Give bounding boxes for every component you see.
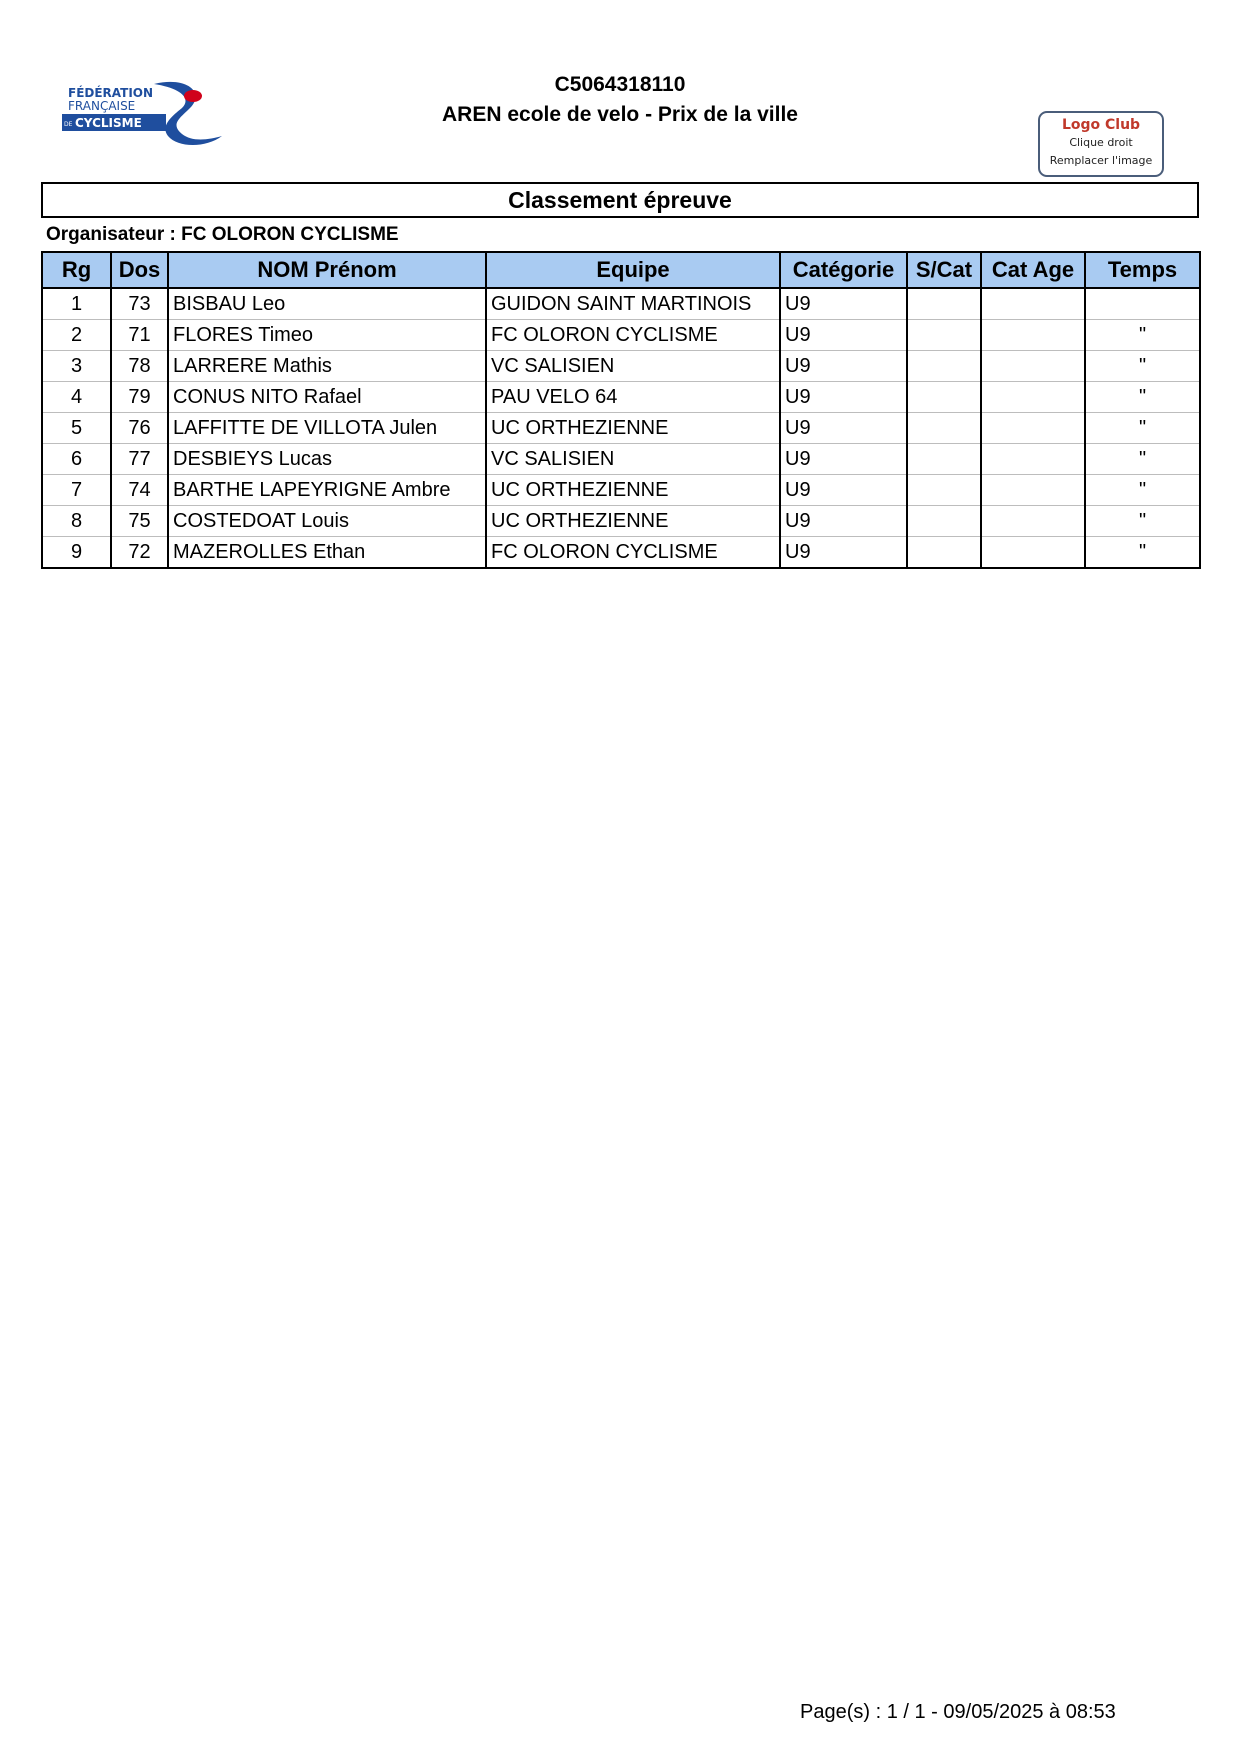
cell-rank: 4 [42, 382, 111, 413]
table-row [42, 320, 1200, 351]
cell-time: " [1085, 320, 1200, 351]
col-header-rg: Rg [42, 252, 111, 288]
cell-cat-age [981, 320, 1085, 351]
page-footer: Page(s) : 1 / 1 - 09/05/2025 à 08:53 [800, 1701, 1116, 1723]
cell-bib: 78 [111, 351, 168, 382]
cell-category: U9 [780, 537, 907, 569]
organizer: Organisateur : FC OLORON CYCLISME [46, 224, 399, 245]
cell-cat-age [981, 288, 1085, 320]
cell-name: LAFFITTE DE VILLOTA Julen [168, 413, 486, 444]
logo-line-1: FÉDÉRATION [68, 86, 154, 100]
cell-time: " [1085, 506, 1200, 537]
cell-name: CONUS NITO Rafael [168, 382, 486, 413]
cell-bib: 73 [111, 288, 168, 320]
cell-team: PAU VELO 64 [486, 382, 780, 413]
cell-rank: 8 [42, 506, 111, 537]
table-row [42, 537, 1200, 569]
cell-category: U9 [780, 413, 907, 444]
cell-name: BISBAU Leo [168, 288, 486, 320]
cell-rank: 6 [42, 444, 111, 475]
cell-subcategory [907, 320, 981, 351]
col-header-time: Temps [1085, 252, 1200, 288]
cell-bib: 74 [111, 475, 168, 506]
cell-bib: 79 [111, 382, 168, 413]
cell-team: GUIDON SAINT MARTINOIS [486, 288, 780, 320]
cell-cat-age [981, 444, 1085, 475]
col-header-dos: Dos [111, 252, 168, 288]
table-row [42, 444, 1200, 475]
cell-bib: 75 [111, 506, 168, 537]
cell-time: " [1085, 444, 1200, 475]
cell-rank: 1 [42, 288, 111, 320]
cell-rank: 7 [42, 475, 111, 506]
cell-subcategory [907, 537, 981, 569]
cell-rank: 3 [42, 351, 111, 382]
cell-bib: 76 [111, 413, 168, 444]
table-row [42, 506, 1200, 537]
cell-team: UC ORTHEZIENNE [486, 475, 780, 506]
col-header-name: NOM Prénom [168, 252, 486, 288]
cell-name: FLORES Timeo [168, 320, 486, 351]
table-row [42, 351, 1200, 382]
club-logo-title: Logo Club [1061, 117, 1141, 133]
table-row [42, 382, 1200, 413]
club-logo-hint-1: Clique droit [1069, 136, 1133, 149]
cell-rank: 9 [42, 537, 111, 569]
cell-time: " [1085, 351, 1200, 382]
cell-time: " [1085, 475, 1200, 506]
cell-category: U9 [780, 475, 907, 506]
cell-subcategory [907, 351, 981, 382]
cell-subcategory [907, 506, 981, 537]
ffc-logo-graphic [58, 78, 238, 152]
col-header-cat-age: Cat Age [981, 252, 1085, 288]
cell-team: VC SALISIEN [486, 444, 780, 475]
logo-red-dot-icon [184, 90, 202, 102]
cell-bib: 71 [111, 320, 168, 351]
ffc-logo [58, 78, 238, 152]
cell-category: U9 [780, 382, 907, 413]
section-title: Classement épreuve [41, 182, 1199, 218]
cell-category: U9 [780, 288, 907, 320]
cell-time: " [1085, 537, 1200, 569]
cell-team: UC ORTHEZIENNE [486, 506, 780, 537]
cell-name: MAZEROLLES Ethan [168, 537, 486, 569]
table-header-row [42, 252, 1200, 288]
cell-time [1085, 288, 1200, 320]
cell-team: VC SALISIEN [486, 351, 780, 382]
logo-line-3: CYCLISME [75, 116, 142, 130]
col-header-category: Catégorie [780, 252, 907, 288]
cell-time: " [1085, 413, 1200, 444]
logo-small-text: DE [64, 121, 73, 128]
cell-category: U9 [780, 444, 907, 475]
cell-category: U9 [780, 506, 907, 537]
cell-name: COSTEDOAT Louis [168, 506, 486, 537]
table-row [42, 288, 1200, 320]
cell-bib: 72 [111, 537, 168, 569]
club-logo-hint-2: Remplacer l'image [1049, 154, 1153, 167]
cell-subcategory [907, 413, 981, 444]
cell-name: BARTHE LAPEYRIGNE Ambre [168, 475, 486, 506]
cell-time: " [1085, 382, 1200, 413]
cell-subcategory [907, 444, 981, 475]
document-header [300, 70, 940, 130]
cell-cat-age [981, 506, 1085, 537]
col-header-subcategory: S/Cat [907, 252, 981, 288]
cell-cat-age [981, 413, 1085, 444]
cell-team: UC ORTHEZIENNE [486, 413, 780, 444]
cell-team: FC OLORON CYCLISME [486, 537, 780, 569]
cell-team: FC OLORON CYCLISME [486, 320, 780, 351]
cell-cat-age [981, 351, 1085, 382]
table-row [42, 475, 1200, 506]
event-code: C5064318110 [554, 73, 686, 96]
cell-category: U9 [780, 351, 907, 382]
col-header-team: Equipe [486, 252, 780, 288]
cell-subcategory [907, 382, 981, 413]
cell-rank: 2 [42, 320, 111, 351]
cell-subcategory [907, 288, 981, 320]
results-table [41, 251, 1201, 569]
logo-line-2: FRANÇAISE [68, 99, 136, 113]
table-row [42, 413, 1200, 444]
cell-name: LARRERE Mathis [168, 351, 486, 382]
cell-cat-age [981, 475, 1085, 506]
cell-bib: 77 [111, 444, 168, 475]
cell-category: U9 [780, 320, 907, 351]
cell-cat-age [981, 537, 1085, 569]
event-title: AREN ecole de velo - Prix de la ville [442, 103, 798, 126]
cell-name: DESBIEYS Lucas [168, 444, 486, 475]
cell-subcategory [907, 475, 981, 506]
cell-rank: 5 [42, 413, 111, 444]
cell-cat-age [981, 382, 1085, 413]
club-logo-placeholder [1038, 111, 1164, 177]
